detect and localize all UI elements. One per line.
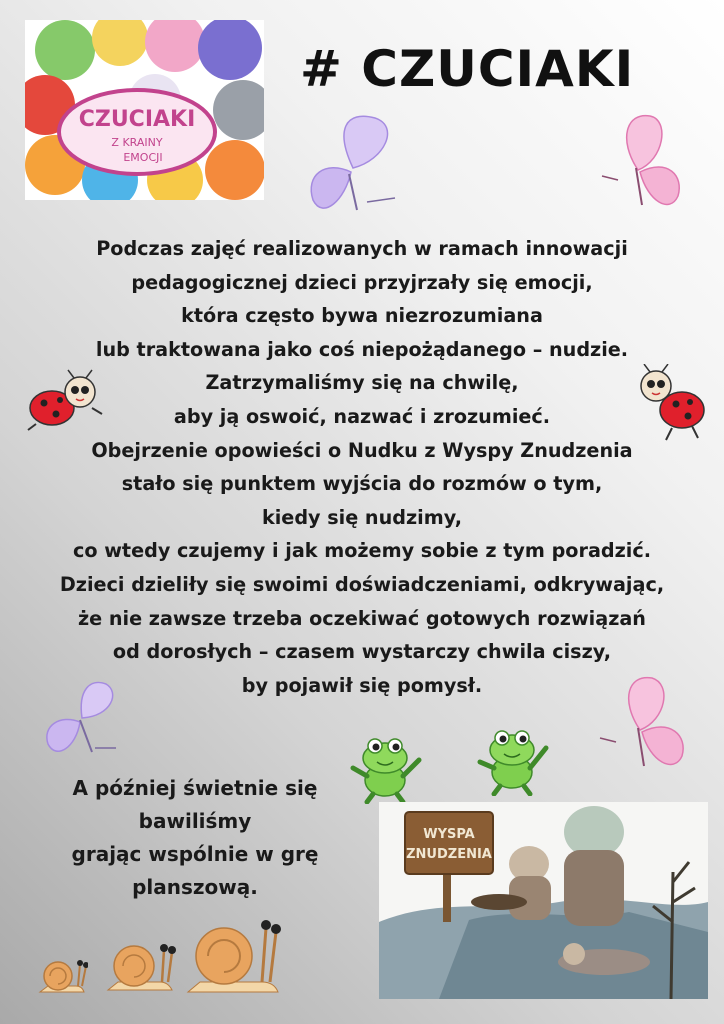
board-game-line: planszową. — [132, 875, 258, 899]
wyspa-znudzenia-image — [379, 802, 708, 999]
board-game-paragraph — [40, 772, 350, 904]
frog-left-icon — [345, 732, 425, 804]
board-game-line: bawiliśmy — [138, 809, 252, 833]
story-line: Obejrzenie opowieści o Nudku z Wyspy Znudzenia — [91, 438, 633, 462]
snail-small-icon — [38, 954, 88, 996]
board-game-line: grając wspólnie w grę — [71, 842, 319, 866]
frog-right-icon — [472, 724, 552, 796]
sign-text-line1: WYSPA — [423, 827, 475, 842]
logo-text-sub: Z KRAINY — [111, 136, 163, 149]
story-line: Podczas zajęć realizowanych w ramach innowacji — [96, 237, 628, 260]
story-line: Dzieci dzieliły się swoimi doświadczeniami, odkrywając, — [59, 572, 665, 596]
story-line: by pojawił się pomysł. — [241, 673, 483, 697]
snail-medium-icon — [106, 936, 176, 994]
story-line: co wtedy czujemy i jak możemy sobie z tym poradzić. — [72, 539, 652, 563]
butterfly-lilac-icon — [305, 110, 405, 220]
snail-large-icon — [186, 912, 282, 996]
logo-text-emotions: EMOCJI — [123, 151, 163, 164]
story-line: kiedy się nudzimy, — [261, 505, 463, 529]
butterfly-pink-icon — [598, 110, 684, 215]
story-line: aby ją oswoić, nazwać i zrozumieć. — [173, 404, 551, 428]
story-line: pedagogicznej dzieci przyjrzały się emocji, — [131, 270, 593, 294]
story-line: od dorosłych – czasem wystarczy chwila ciszy, — [112, 640, 612, 664]
logo-text-main: CZUCIAKI — [78, 107, 196, 132]
story-line: że nie zawsze trzeba oczekiwać gotowych rozwiązań — [78, 606, 646, 630]
page-title: # CZUCIAKI — [300, 40, 635, 98]
board-game-line: A później świetnie się — [72, 776, 318, 800]
czuciaki-logo-image — [25, 20, 264, 200]
story-line: Zatrzymaliśmy się na chwilę, — [205, 371, 519, 395]
story-line: stało się punktem wyjścia do rozmów o tym, — [121, 472, 603, 496]
story-paragraph — [20, 232, 704, 702]
sign-text-line2: ZNUDZENIA — [406, 847, 492, 862]
story-line: która często bywa niezrozumiana — [181, 304, 543, 328]
story-line: lub traktowana jako coś niepożądanego – nudzie. — [95, 337, 629, 361]
